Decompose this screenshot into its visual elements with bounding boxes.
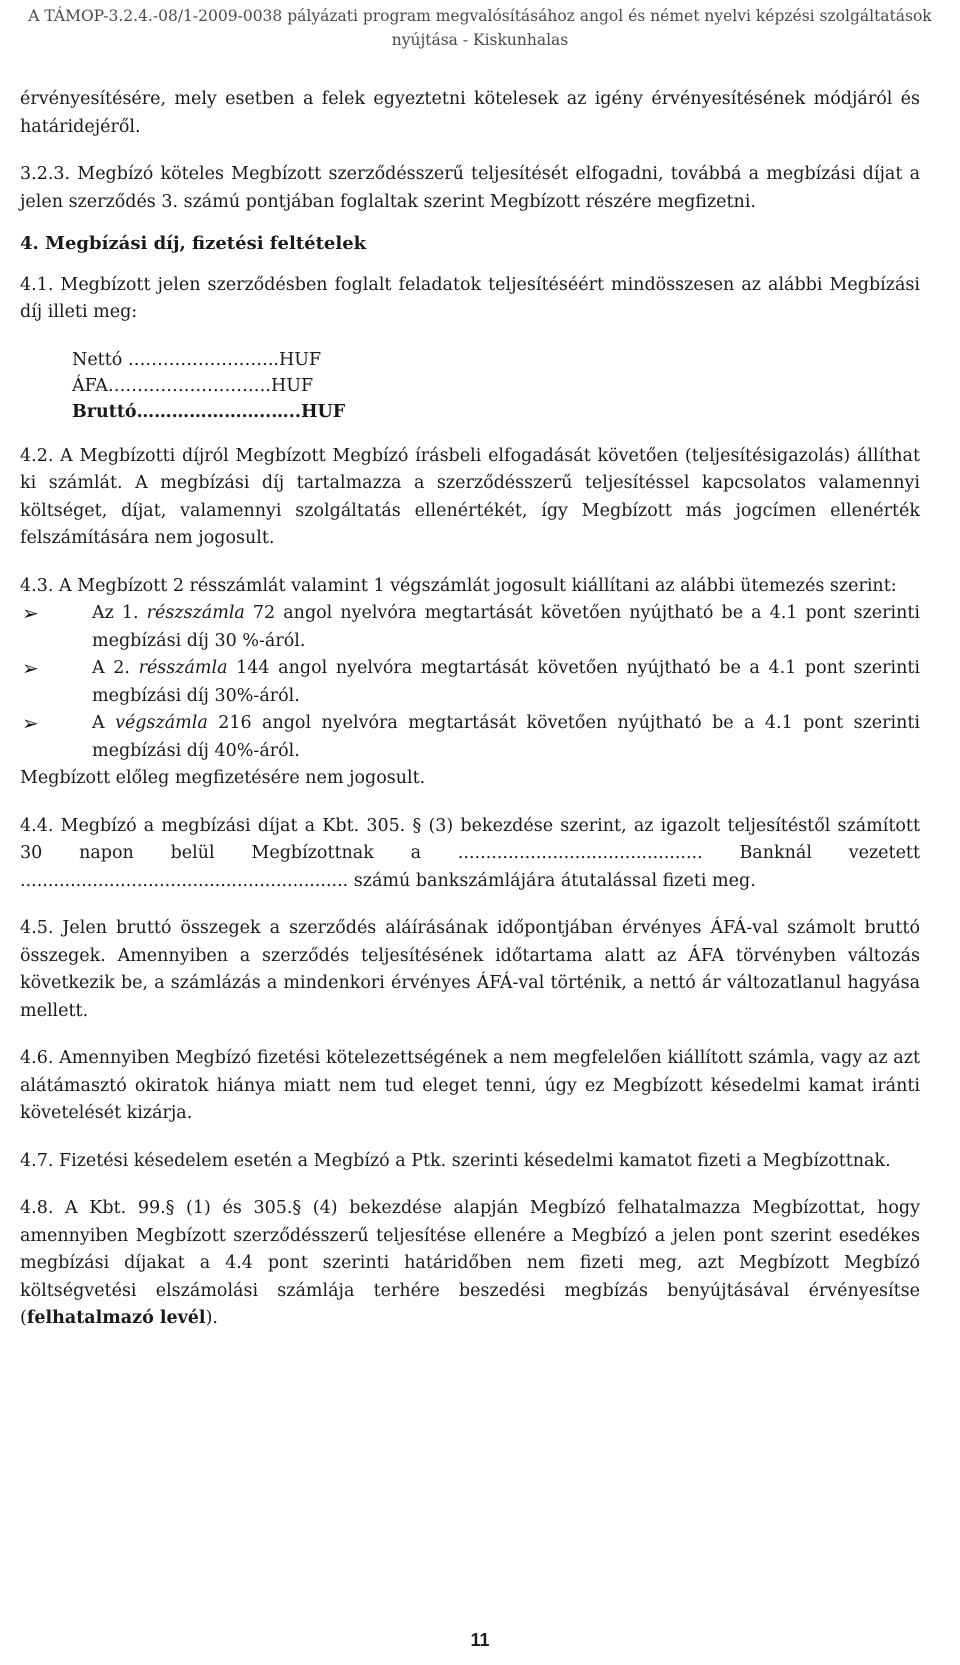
paragraph-3-2-3: 3.2.3. Megbízó köteles Megbízott szerződésszerű teljesítését elfogadni, továbbá a megbízási díjat a jelen szerződés 3. számú pontjában foglaltak szerint Megbízott részére megfizetni.: [20, 164, 920, 212]
paragraph-4-6: 4.6. Amennyiben Megbízó fizetési kötelezettségének a nem megfelelően kiállított számla, vagy az azt alátámasztó okiratok hiánya miatt nem tud eleget tenni, úgy ez Megbízott késedelmi kamat iránti követelését kizárja.: [20, 1048, 920, 1123]
paragraph-4-8: 4.8. A Kbt. 99.§ (1) és 305.§ (4) bekezdése alapján Megbízó felhatalmazza Megbízottat, hogy amennyiben Megbízott szerződésszerű teljesítése ellenére a Megbízó a jelen pont szerint esedékes megbízási díjakat a 4.4 pont szerinti határidőben nem fizeti meg, azt Megbízott Megbízó költségvetési elszámolási számlája terhére beszedési megbízás benyújtásával érvényesítse (felhatalmazó levél).: [20, 1198, 920, 1328]
page-number: 11: [470, 1630, 490, 1650]
document-body: [20, 86, 920, 1333]
amount-vat: ÁFA……………………….HUF: [72, 375, 314, 396]
amount-gross: Bruttó…………………..…..HUF: [72, 401, 346, 422]
arrowhead-bullet-icon: ➢: [22, 711, 39, 735]
paragraph-4-7: 4.7. Fizetési késedelem esetén a Megbízó a Ptk. szerinti késedelmi kamatot fizeti a Megbízottnak.: [20, 1150, 891, 1171]
list-item: ➢ A 2. résszámla 144 angol nyelvóra megtartását követően nyújtható be a 4.1 pont szerinti megbízási díj 30%-áról.: [22, 656, 920, 706]
paragraph-4-3: 4.3. A Megbízott 2 résszámlát valamint 1 végszámlát jogosult kiállítani az alábbi ütemezés szerint:: [20, 575, 897, 596]
paragraph-continuation: érvényesítésére, mely esetben a felek egyeztetni kötelesek az igény érvényesítésének módjáról és határidejéről.: [20, 89, 920, 137]
arrowhead-bullet-icon: ➢: [22, 656, 39, 680]
paragraph-4-3-end: Megbízott előleg megfizetésére nem jogosult.: [20, 768, 426, 788]
fee-amounts: [20, 347, 920, 425]
list-item: ➢ Az 1. részszámla 72 angol nyelvóra megtartását követően nyújtható be a 4.1 pont szerinti megbízási díj 30 %-áról.: [22, 601, 921, 651]
page-header: [0, 0, 960, 52]
header-line-2: nyújtása - Kiskunhalas: [391, 31, 569, 49]
amount-net: Nettó ……………………..HUF: [72, 349, 322, 370]
list-item: ➢ A végszámla 216 angol nyelvóra megtartását követően nyújtható be a 4.1 pont szerinti megbízási díj 40%-áról.: [22, 711, 921, 761]
paragraph-4-5: 4.5. Jelen bruttó összegek a szerződés aláírásának időpontjában érvényes ÁFÁ-val számolt bruttó összegek. Amennyiben a szerződés teljesítésének időtartama alatt az ÁFA törvényben változás következik be, a számlázás a mindenkori érvényes ÁFÁ-val történik, a nettó ár változatlanul hagyása mellett.: [20, 918, 920, 1021]
arrowhead-bullet-icon: ➢: [22, 601, 39, 625]
paragraph-4-1: 4.1. Megbízott jelen szerződésben foglalt feladatok teljesítéséért mindösszesen az alábbi Megbízási díj illeti meg:: [20, 274, 920, 322]
paragraph-4-2: 4.2. A Megbízotti díjról Megbízott Megbízó írásbeli elfogadását követően (teljesítésigazolás) állíthat ki számlát. A megbízási díj tartalmazza a szerződésszerű teljesítéssel kapcsolatos valamennyi költséget, díjat, valamennyi szolgáltatás ellenértékét, így Megbízott más jogcímen ellenérték felszámítására nem jogosult.: [20, 445, 920, 548]
paragraph-4-4: 4.4. Megbízó a megbízási díjat a Kbt. 305. § (3) bekezdése szerint, az igazolt teljesítéstől számított 30 napon belül Megbízottnak a ............................................ Banknál vezetett ........................................................... számú bankszámlájára átutalással fizeti meg.: [20, 815, 920, 891]
header-line-1: A TÁMOP-3.2.4.-08/1-2009-0038 pályázati program megvalósításához angol és német nyelvi képzési szolgáltatások: [28, 7, 932, 25]
section-4-title: 4. Megbízási díj, fizetési feltételek: [20, 233, 367, 254]
